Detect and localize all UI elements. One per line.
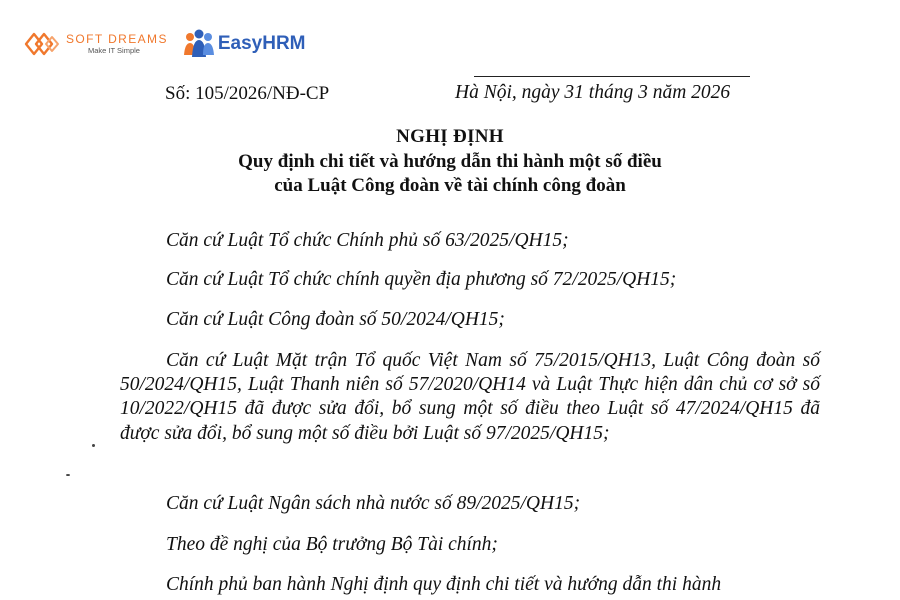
scan-speck: [66, 474, 70, 476]
softdreams-tagline: Make IT Simple: [88, 46, 140, 56]
scan-speck: [92, 444, 95, 447]
easyhrm-name: EasyHRM: [217, 33, 306, 54]
legal-basis-paragraph: Căn cứ Luật Ngân sách nhà nước số 89/2025/QH15;: [166, 493, 581, 514]
document-number: Số: 105/2026/NĐ-CP: [165, 83, 330, 104]
proposal-paragraph: Theo đề nghị của Bộ trưởng Bộ Tài chính;: [166, 534, 498, 555]
easyhrm-logo-icon: [182, 28, 216, 60]
easyhrm-logo: [182, 28, 306, 60]
enactment-paragraph: Chính phủ ban hành Nghị định quy định chi tiết và hướng dẫn thi hành: [166, 574, 722, 595]
document-title: NGHỊ ĐỊNH: [396, 126, 504, 147]
date-divider: [474, 76, 750, 77]
logo-bar: [22, 26, 306, 62]
softdreams-name: SOFT DREAMS: [66, 32, 168, 47]
legal-basis-paragraph: Căn cứ Luật Tổ chức chính quyền địa phương số 72/2025/QH15;: [166, 269, 677, 290]
softdreams-logo-icon: [22, 28, 62, 60]
legal-basis-paragraph: Căn cứ Luật Tổ chức Chính phủ số 63/2025/QH15;: [166, 230, 569, 251]
document-subtitle-line1: Quy định chi tiết và hướng dẫn thi hành một số điều: [238, 151, 662, 172]
softdreams-logo: [22, 28, 168, 60]
document-place-date: Hà Nội, ngày 31 tháng 3 năm 2026: [455, 82, 731, 103]
legal-basis-paragraph: Căn cứ Luật Công đoàn số 50/2024/QH15;: [166, 309, 505, 330]
document-subtitle-line2: của Luật Công đoàn về tài chính công đoàn: [274, 175, 626, 196]
legal-basis-paragraph: Căn cứ Luật Mặt trận Tổ quốc Việt Nam số 75/2015/QH13, Luật Công đoàn số 50/2024/QH15, Luật Thanh niên số 57/2020/QH14 và Luật Thực hiện dân chủ cơ sở số 10/2022/QH15 đã được sửa đổi, bổ sung một số điều theo Luật số 47/2024/QH15 đã được sửa đổi, bổ sung một số điều bởi Luật số 97/2025/QH15;: [120, 350, 820, 444]
